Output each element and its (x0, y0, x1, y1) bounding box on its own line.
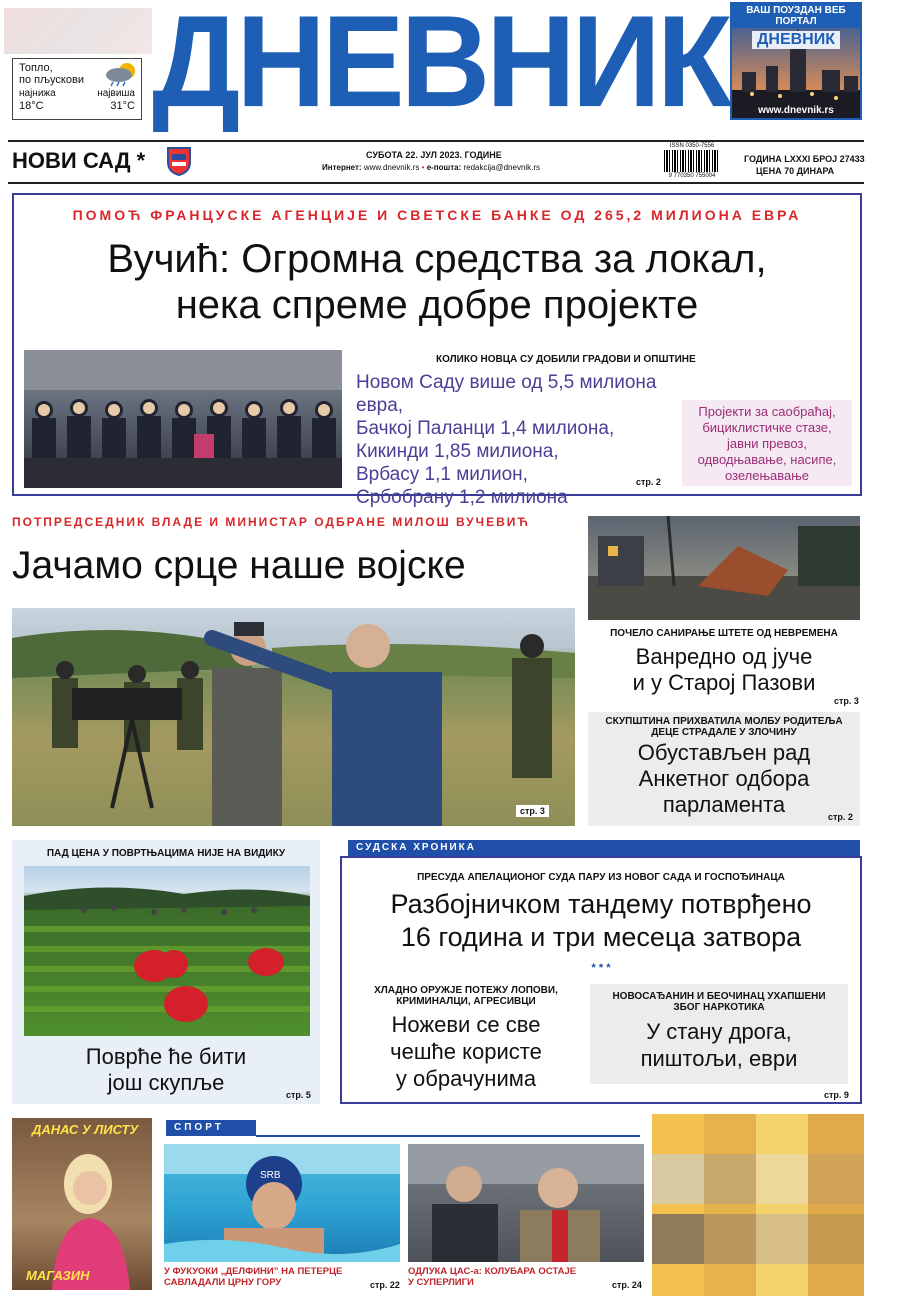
sport1-caption[interactable] (164, 1266, 364, 1288)
knives-kicker (356, 985, 576, 1007)
storm-headline-line1: Ванредно од јуче (635, 644, 813, 669)
promo-url[interactable]: www.dnevnik.rs (758, 105, 834, 116)
lead-project-line: одводњавање, насипе, (697, 452, 837, 467)
lead-page-ref[interactable]: стр. 2 (636, 477, 661, 487)
lead-kicker: ПОМОЋ ФРАНЦУСКЕ АГЕНЦИЈЕ И СВЕТСКЕ БАНКЕ ОД 265,2 МИЛИОНА ЕВРА (72, 207, 802, 223)
assembly-kicker-line2: ДЕЦЕ СТРАДАЛЕ У ЗЛОЧИНУ (651, 727, 797, 738)
masthead-logo: ДНЕВНИК (152, 0, 729, 135)
drugs-kicker-line1: НОВОСАЂАНИН И БЕОЧИНАЦ УХАПШЕНИ (612, 991, 826, 1002)
internet-url[interactable]: www.dnevnik.rs (363, 163, 420, 172)
lead-city-item: Србобрану 1,2 милиона (356, 487, 568, 508)
veg-headline-line1: Поврће ће бити (85, 1044, 247, 1069)
storm-headline[interactable] (588, 644, 860, 696)
weather-max-label: највиша (97, 88, 135, 99)
army-page-ref[interactable]: стр. 3 (516, 805, 549, 817)
sport-rule (256, 1135, 640, 1137)
weather-box (12, 58, 142, 120)
email-address[interactable]: redakcija@dnevnik.rs (463, 163, 541, 172)
lead-project-line: бициклистичке стазе, (702, 420, 832, 435)
lead-city-item: Врбасу 1,1 милион, (356, 464, 528, 485)
army-headline[interactable]: Јачамо срце наше војске (12, 544, 466, 587)
court-page-ref[interactable]: стр. 9 (824, 1090, 849, 1100)
assembly-kicker (588, 716, 860, 738)
storm-headline-line2: и у Старој Пазови (632, 670, 816, 695)
veg-kicker: ПАД ЦЕНА У ПОВРТЊАЦИМА НИЈЕ НА ВИДИКУ (46, 848, 286, 859)
kolubara-photo (408, 1144, 644, 1262)
storm-kicker: ПОЧЕЛО САНИРАЊЕ ШТЕТЕ ОД НЕВРЕМЕНА (610, 628, 838, 639)
assembly-headline-line2: Анкетног одбора (638, 766, 810, 791)
lead-city-item: Бачкој Паланци 1,4 милиона, (356, 418, 615, 439)
today-label: ДАНАС У ЛИСТУ (32, 1122, 139, 1137)
lead-headline (12, 236, 862, 328)
court-headline (340, 888, 862, 954)
lead-headline-line1: Вучић: Огромна средства за локал, (107, 237, 767, 281)
drugs-kicker-line2: ЗБОГ НАРКОТИКА (673, 1002, 765, 1013)
waterpolo-photo (164, 1144, 400, 1262)
knives-kicker-line1: ХЛАДНО ОРУЖЈЕ ПОТЕЖУ ЛОПОВИ, (374, 985, 558, 996)
army-kicker: ПОТПРЕДСЕДНИК ВЛАДЕ И МИНИСТАР ОДБРАНЕ МИЛОШ ВУЧЕВИЋ (12, 515, 530, 529)
contact-line: Интернет: www.dnevnik.rs • е-пошта: redakcija@dnevnik.rs (322, 163, 541, 172)
pixelated-ad (652, 1114, 864, 1296)
sun-cloud-rain-icon (101, 61, 141, 87)
assembly-headline-line1: Обустављен рад (637, 740, 811, 765)
lead-city-item: Новом Саду више од 5,5 милиона евра, (356, 372, 657, 416)
city-name: НОВИ САД * (12, 148, 146, 173)
magazine-label: МАГАЗИН (26, 1268, 90, 1283)
cap-text: SRB (260, 1170, 281, 1181)
lead-photo (24, 350, 342, 488)
veg-photo (24, 866, 310, 1036)
assembly-headline (588, 740, 860, 818)
knives-line3: у обрачунима (395, 1066, 537, 1091)
sport2-line2: У СУПЕРЛИГИ (408, 1277, 474, 1288)
barcode-number: 9 770350 755004 (668, 173, 716, 179)
internet-label: Интернет: (322, 163, 362, 172)
sport1-page-ref[interactable]: стр. 22 (370, 1280, 400, 1290)
sport2-caption[interactable] (408, 1266, 608, 1288)
lead-city-list (356, 371, 686, 509)
assembly-kicker-line1: СКУПШТИНА ПРИХВАТИЛА МОЛБУ РОДИТЕЉА (605, 716, 843, 727)
court-headline-line1: Разбојничком тандему потврђено (390, 889, 812, 919)
court-headline-line2: 16 година и три месеца затвора (400, 922, 802, 952)
promo-name: ДНЕВНИК (752, 31, 840, 49)
army-photo (12, 608, 575, 826)
sport2-page-ref[interactable]: стр. 24 (612, 1280, 642, 1290)
lead-sub-kicker: КОЛИКО НОВЦА СУ ДОБИЛИ ГРАДОВИ И ОПШТИНЕ (436, 354, 696, 365)
drugs-line2: пиштољи, еври (640, 1046, 798, 1071)
weather-text-2: по пљускови (19, 74, 84, 86)
weather-min: 18°C (19, 100, 44, 112)
weather-max: 31°C (110, 100, 135, 112)
sport1-line1: У ФУКУОКИ „ДЕЛФИНИ” НА ПЕТЕРЦЕ (164, 1266, 343, 1277)
veg-page-ref[interactable]: стр. 5 (286, 1090, 311, 1100)
storm-page-ref[interactable]: стр. 3 (834, 696, 859, 706)
year-issue: ГОДИНА LXXXI БРОЈ 27433 (744, 154, 865, 164)
issn-number: ISSN 0350-7556 (669, 143, 715, 149)
knives-kicker-line2: КРИМИНАЛЦИ, АГРЕСИВЦИ (396, 996, 536, 1007)
lead-project-line: озелењавање (724, 468, 810, 483)
lead-projects-box (682, 400, 852, 486)
court-tag: СУДСКА ХРОНИКА (348, 840, 860, 856)
drugs-kicker (590, 991, 848, 1013)
storm-photo (588, 516, 860, 620)
weather-text: Топло, (19, 62, 53, 74)
weather-min-label: најнижа (19, 88, 56, 99)
lead-project-line: Пројекти за саобраћај, (698, 404, 836, 419)
masthead-ad-placeholder (4, 8, 152, 54)
veg-headline (12, 1044, 320, 1096)
court-kicker: ПРЕСУДА АПЕЛАЦИОНОГ СУДА ПАРУ ИЗ НОВОГ САДА И ГОСПОЂИНАЦА (417, 872, 785, 883)
drugs-headline (590, 1018, 848, 1072)
knives-line2: чешће користе (390, 1039, 542, 1064)
web-portal-promo[interactable] (730, 2, 862, 120)
lead-city-item: Кикинди 1,85 милиона, (356, 441, 559, 462)
drugs-line1: У стану дрога, (646, 1019, 792, 1044)
assembly-headline-line3: парламента (662, 792, 786, 817)
knives-line1: Ножеви се све (391, 1012, 541, 1037)
veg-headline-line2: још скупље (107, 1070, 225, 1095)
barcode (662, 143, 722, 179)
court-stars: * * * (591, 962, 611, 974)
price: ЦЕНА 70 ДИНАРА (756, 166, 835, 176)
promo-top-text: ВАШ ПОУЗДАН ВЕБ ПОРТАЛ (732, 4, 860, 28)
lead-headline-line2: нека спреме добре пројекте (175, 283, 699, 327)
knives-headline[interactable] (356, 1011, 576, 1092)
coat-of-arms-icon (166, 146, 192, 176)
sport2-line1: ОДЛУКА ЦАС-а: КОЛУБАРА ОСТАЈЕ (408, 1266, 577, 1277)
sport-tag: СПОРТ (166, 1120, 256, 1136)
email-label: е-пошта: (426, 163, 462, 172)
lead-project-line: јавни превоз, (727, 436, 807, 451)
magazine-teaser[interactable] (12, 1118, 152, 1290)
sport1-line2: САВЛАДАЛИ ЦРНУ ГОРУ (164, 1277, 282, 1288)
issue-date: СУБОТА 22. ЈУЛ 2023. ГОДИНЕ (366, 150, 502, 160)
assembly-page-ref[interactable]: стр. 2 (828, 812, 853, 822)
